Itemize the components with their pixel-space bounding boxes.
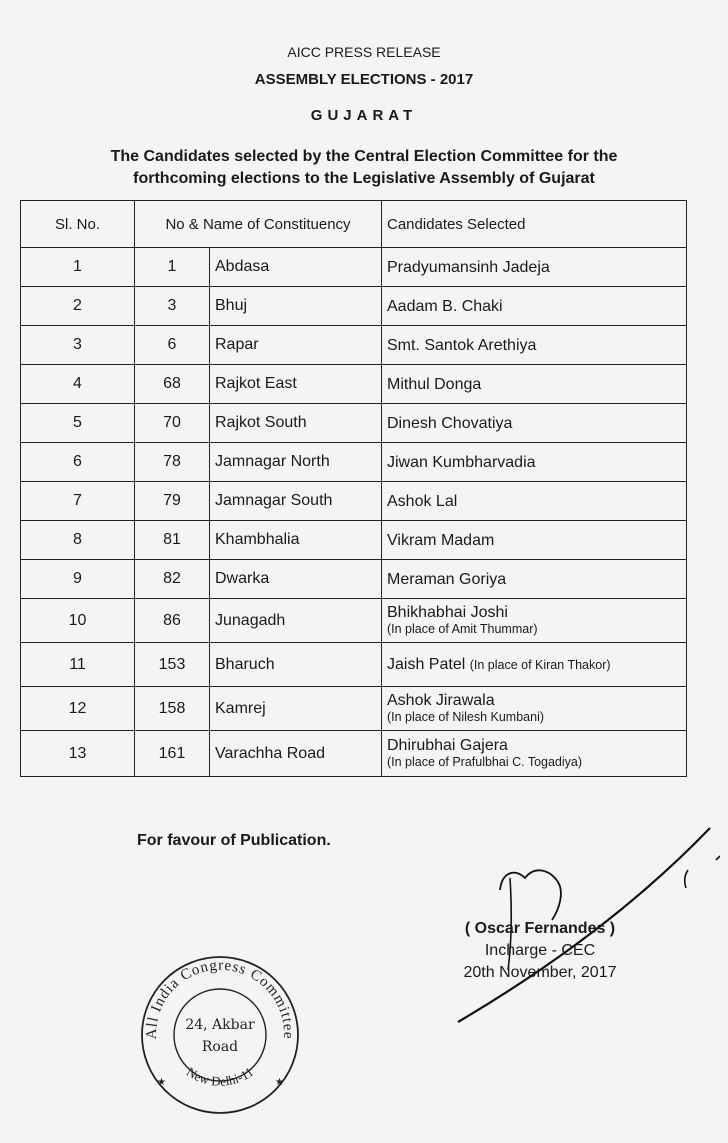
header-constituency: No & Name of Constituency [135,201,382,248]
replacement-note: (In place of Prafulbhai C. Togadiya) [387,754,583,769]
constituency-number-cell: 3 [135,287,210,326]
stamp-line-1: 24, Akbar [185,1017,255,1033]
serial-number-cell: 1 [21,248,135,287]
stamp-star-right-icon: ★ [275,1077,284,1088]
serial-number-cell: 4 [21,365,135,404]
constituency-name-cell: Jamnagar North [210,443,382,482]
candidate-cell [382,599,687,643]
candidate-name: Aadam B. Chaki [387,297,503,315]
candidate-cell [382,287,687,326]
candidate-cell [382,443,687,482]
constituency-name-cell: Rajkot East [210,365,382,404]
header-sl-no: Sl. No. [21,201,135,248]
candidate-name: Dinesh Chovatiya [387,414,513,432]
table-row [21,443,687,482]
serial-number-cell: 6 [21,443,135,482]
signature-block [440,918,640,984]
constituency-name-cell: Abdasa [210,248,382,287]
serial-number-cell: 10 [21,599,135,643]
serial-number-cell: 9 [21,560,135,599]
constituency-name-cell: Bhuj [210,287,382,326]
candidate-cell [382,482,687,521]
state-title: GUJARAT [310,107,418,124]
constituency-number-cell: 158 [135,687,210,731]
candidate-cell [382,687,687,731]
publication-note: For favour of Publication. [137,832,331,849]
constituency-name-cell: Khambhalia [210,521,382,560]
replacement-note: (In place of Amit Thummar) [387,621,538,636]
replacement-note: (In place of Nilesh Kumbani) [387,709,545,724]
stamp-star-left-icon: ★ [157,1077,166,1088]
candidate-name: Dhirubhai Gajera [387,736,508,754]
table-row [21,521,687,560]
constituency-number-cell: 1 [135,248,210,287]
table-row [21,404,687,443]
candidate-name: Vikram Madam [387,531,495,549]
table-row [21,687,687,731]
table-row [21,326,687,365]
table-row [21,248,687,287]
table-row [21,731,687,777]
constituency-number-cell: 81 [135,521,210,560]
candidates-table [20,200,687,777]
constituency-number-cell: 82 [135,560,210,599]
constituency-name-cell: Kamrej [210,687,382,731]
intro-text [40,146,688,190]
replacement-note: (In place of Kiran Thakor) [469,657,611,672]
candidate-name: Meraman Goriya [387,570,507,588]
candidate-name: Mithul Donga [387,375,482,393]
header-candidates: Candidates Selected [382,201,687,248]
candidate-cell [382,248,687,287]
candidate-name: Smt. Santok Arethiya [387,336,537,354]
serial-number-cell: 8 [21,521,135,560]
constituency-name-cell: Bharuch [210,643,382,687]
candidate-cell [382,326,687,365]
candidate-name: Ashok Jirawala [387,691,495,709]
table-row [21,643,687,687]
stamp-line-2: Road [201,1039,239,1055]
table-row [21,287,687,326]
table-row [21,560,687,599]
candidate-cell [382,404,687,443]
constituency-number-cell: 68 [135,365,210,404]
constituency-number-cell: 153 [135,643,210,687]
table-row [21,599,687,643]
stamp-ring-text: All India Congress Committee [143,957,297,1040]
candidate-cell [382,643,687,687]
office-stamp [135,945,305,1115]
table-header-row [21,201,687,248]
serial-number-cell: 13 [21,731,135,777]
intro-line-1: The Candidates selected by the Central Election Committee for the [110,148,618,165]
serial-number-cell: 11 [21,643,135,687]
table-row [21,365,687,404]
signatory-name: ( Oscar Fernandes ) [464,920,616,937]
candidate-name: Ashok Lal [387,492,458,510]
candidate-cell [382,560,687,599]
stamp-bottom-text: New Delhi-11 [183,1063,257,1089]
constituency-number-cell: 86 [135,599,210,643]
press-release-label: AICC PRESS RELEASE [287,44,441,60]
intro-line-2: forthcoming elections to the Legislative Assembly of Gujarat [133,170,595,187]
elections-title: ASSEMBLY ELECTIONS - 2017 [254,71,474,88]
candidate-name: Jiwan Kumbharvadia [387,453,536,471]
constituency-name-cell: Junagadh [210,599,382,643]
constituency-number-cell: 6 [135,326,210,365]
constituency-name-cell: Rajkot South [210,404,382,443]
constituency-number-cell: 70 [135,404,210,443]
serial-number-cell: 2 [21,287,135,326]
release-date: 20th November, 2017 [463,964,617,981]
constituency-name-cell: Varachha Road [210,731,382,777]
table-row [21,482,687,521]
serial-number-cell: 7 [21,482,135,521]
candidate-name: Bhikhabhai Joshi [387,603,508,621]
serial-number-cell: 3 [21,326,135,365]
constituency-number-cell: 161 [135,731,210,777]
constituency-name-cell: Rapar [210,326,382,365]
candidate-name: Pradyumansinh Jadeja [387,258,550,276]
constituency-number-cell: 79 [135,482,210,521]
signatory-designation: Incharge - CEC [484,942,596,959]
serial-number-cell: 12 [21,687,135,731]
candidate-cell [382,731,687,777]
constituency-number-cell: 78 [135,443,210,482]
serial-number-cell: 5 [21,404,135,443]
constituency-name-cell: Dwarka [210,560,382,599]
candidate-cell [382,521,687,560]
candidate-name: Jaish Patel [387,655,466,673]
svg-text:New Delhi-11 [184,1064,256,1089]
constituency-name-cell: Jamnagar South [210,482,382,521]
candidate-cell [382,365,687,404]
